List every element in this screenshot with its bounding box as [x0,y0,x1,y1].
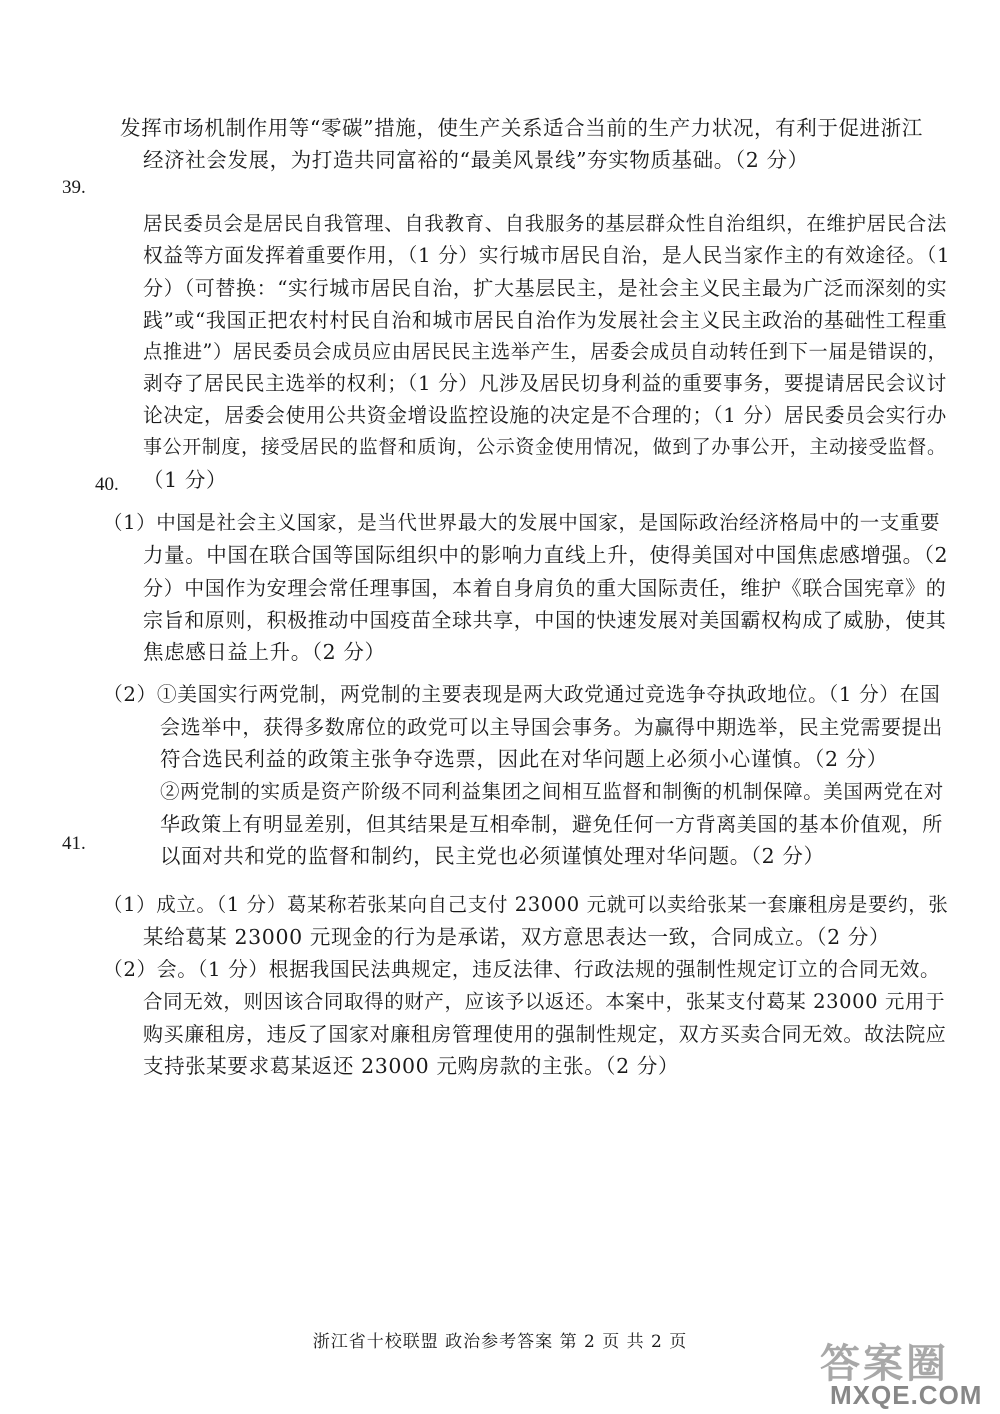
answer-text-line: 论决定，居委会使用公共资金增设监控设施的决定是不合理的；（1 分）居民委员会实行办 [143,404,947,427]
answer-text-line: （1）中国是社会主义国家，是当代世界最大的发展中国家，是国际政治经济格局中的一支重要 [103,511,941,534]
answer-text-line: 某给葛某 23000 元现金的行为是承诺，双方意思表达一致，合同成立。（2 分） [143,925,891,949]
answer-text-line: 合同无效，则因该合同取得的财产，应该予以返还。本案中，张某支付葛某 23000 元用于 [143,990,946,1013]
question-number-41: 41. [62,833,86,854]
answer-text-line: 焦虑感日益上升。（2 分） [143,640,386,664]
answer-text-line: 分）（可替换：“实行城市居民自治，扩大基层民主，是社会主义民主最为广泛而深刻的实 [143,276,948,300]
watermark-logo-cn: 答案圈 [820,1342,949,1386]
answer-text-line: 经济社会发展，为打造共同富裕的“最美风景线”夯实物质基础。（2 分） [143,148,809,172]
answer-text-line: 购买廉租房，违反了国家对廉租房管理使用的强制性规定，双方买卖合同无效。故法院应 [143,1022,947,1046]
answer-text-line: 居民委员会是居民自我管理、自我教育、自我服务的基层群众性自治组织，在维护居民合法 [143,212,948,235]
answer-text-line: 符合选民利益的政策主张争夺选票，因此在对华问题上必须小心谨慎。（2 分） [160,747,888,771]
answer-text-line: （2）①美国实行两党制，两党制的主要表现是两大政党通过竞选争夺执政地位。（1 分）在国 [103,683,941,706]
answer-text-line: 支持张某要求葛某返还 23000 元购房款的主张。（2 分） [143,1054,680,1078]
question-number-39: 39. [62,177,86,198]
answer-text-line: 发挥市场机制作用等“零碳”措施，使生产关系适合当前的生产力状况，有利于促进浙江 [120,116,923,140]
answer-text-line: （2）会。（1 分）根据我国民法典规定，违反法律、行政法规的强制性规定订立的合同无效。 [103,958,941,981]
question-number-40: 40. [95,474,119,495]
watermark-logo-en: MXQE.COM [830,1380,983,1410]
answer-text-line: 权益等方面发挥着重要作用，（1 分）实行城市居民自治，是人民当家作主的有效途径。（1 [143,244,951,267]
answer-text-line: ②两党制的实质是资产阶级不同利益集团之间相互监督和制衡的机制保障。美国两党在对 [160,780,944,803]
answer-text-line: 力量。中国在联合国等国际组织中的影响力直线上升，使得美国对中国焦虑感增强。（2 [143,543,949,567]
answer-text-line: 践”或“我国正把农村村民自治和城市居民自治作为发展社会主义民主政治的基础性工程重 [143,308,948,332]
answer-text-line: 以面对共和党的监督和制约，民主党也必须谨慎处理对华问题。（2 分） [160,844,825,868]
answer-text-line: 事公开制度，接受居民的监督和质询，公示资金使用情况，做到了办事公开，主动接受监督。 [143,436,947,458]
answer-text-line: （1 分） [143,468,228,492]
answer-text-line: 点推进”）居民委员会成员应由居民民主选举产生，居委会成员自动转任到下一届是错误的， [143,340,948,363]
answer-text-line: （1）成立。（1 分）葛某称若张某向自己支付 23000 元就可以卖给张某一套廉租房是要约，张 [103,893,949,916]
page-footer: 浙江省十校联盟 政治参考答案 第 2 页 共 2 页 [312,1332,688,1352]
watermark-logo [820,1332,995,1410]
answer-text-line: 会选举中，获得多数席位的政党可以主导国会事务。为赢得中期选举，民主党需要提出 [160,715,943,739]
answer-text-line: 华政策上有明显差别，但其结果是互相牵制，避免任何一方背离美国的基本价值观，所 [160,812,943,836]
answer-text-line: 剥夺了居民民主选举的权利；（1 分）凡涉及居民切身利益的重要事务，要提请居民会议讨 [143,372,947,395]
answer-text-line: 分）中国作为安理会常任理事国，本着自身肩负的重大国际责任，维护《联合国宪章》的 [143,576,947,600]
answer-text-line: 宗旨和原则，积极推动中国疫苗全球共享，中国的快速发展对美国霸权构成了威胁，使其 [143,608,947,632]
